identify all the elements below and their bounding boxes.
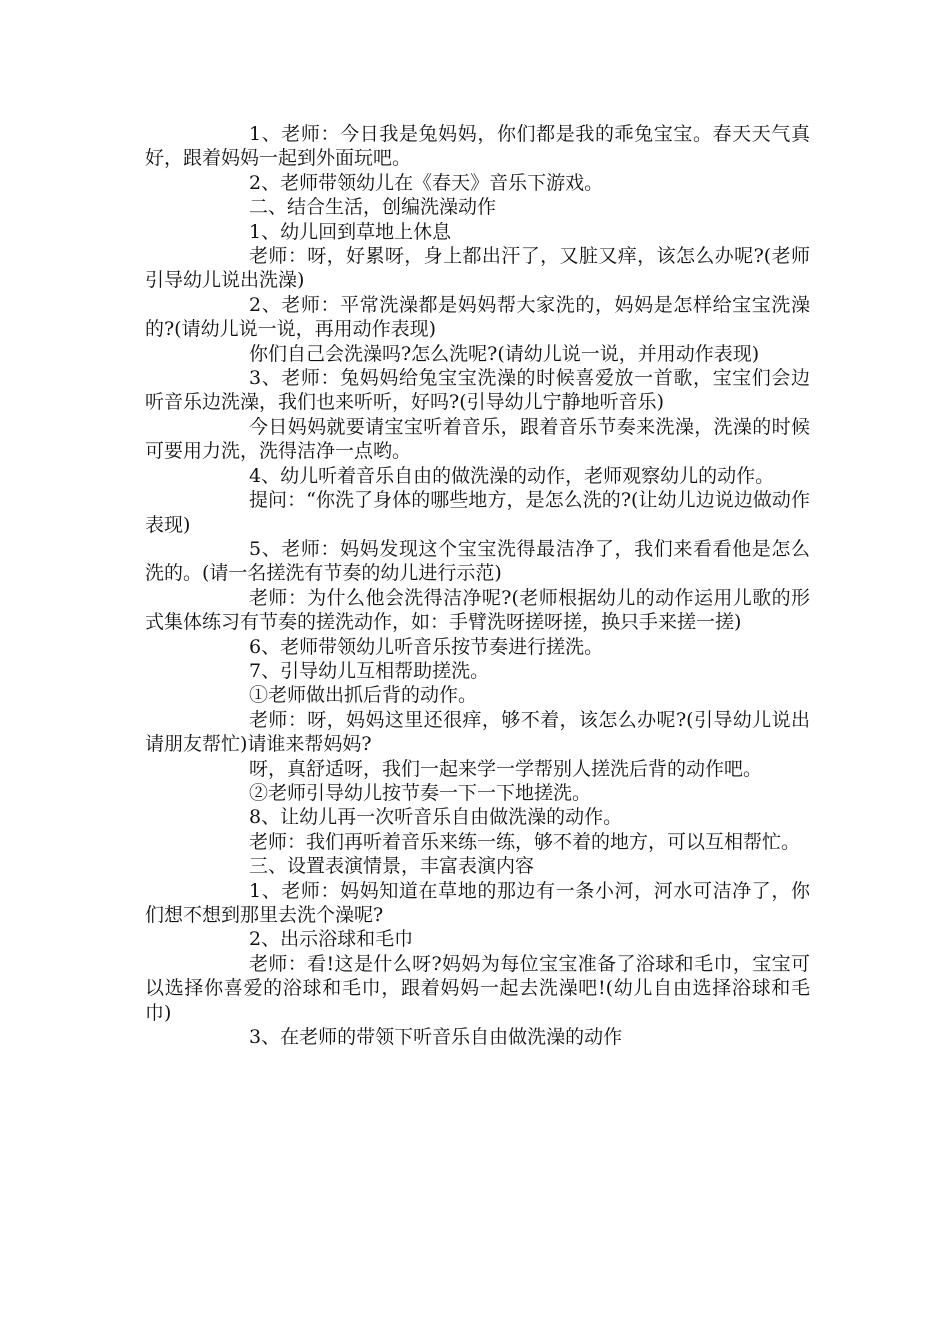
paragraph: 2、老师带领幼儿在《春天》音乐下游戏。 [249,171,604,194]
paragraph: 老师：呀，好累呀，身上都出汗了，又脏又痒，该怎么办呢?(老师引导幼儿说出洗澡) [145,245,810,292]
paragraph: 4、幼儿听着音乐自由的做洗澡的动作，老师观察幼儿的动作。 [249,464,775,487]
paragraph: 2、老师：平常洗澡都是妈妈帮大家洗的，妈妈是怎样给宝宝洗澡的?(请幼儿说一说，再用动作表现) [145,293,810,341]
paragraph: 呀，真舒适呀，我们一起来学一学帮别人搓洗后背的动作吧。 [249,757,763,780]
paragraph: 老师：看!这是什么呀?妈妈为每位宝宝准备了浴球和毛巾，宝宝可以选择你喜爱的浴球和毛巾，跟着妈妈一起去洗澡吧!(幼儿自由选择浴球和毛巾) [145,952,810,1024]
paragraph: 老师：为什么他会洗得洁净呢?(老师根据幼儿的动作运用儿歌的形式集体练习有节奏的搓洗动作，如：手臂洗呀搓呀搓，换只手来搓一搓) [145,586,810,634]
paragraph: 今日妈妈就要请宝宝听着音乐，跟着音乐节奏来洗澡，洗澡的时候可要用力洗，洗得洁净一点哟。 [145,415,810,463]
paragraph: 提问：“你洗了身体的哪些地方，是怎么洗的?(让幼儿边说边做动作表现) [145,489,810,536]
paragraph: 你们自己会洗澡吗?怎么洗呢?(请幼儿说一说，并用动作表现) [249,342,760,365]
paragraph: 1、老师：妈妈知道在草地的那边有一条小河，河水可洁净了，你们想不想到那里去洗个澡呢? [145,879,810,926]
paragraph: 1、老师：今日我是兔妈妈，你们都是我的乖兔宝宝。春天天气真好，跟着妈妈一起到外面玩吧。 [145,123,810,170]
section-heading: 三、设置表演情景，丰富表演内容 [249,855,535,878]
paragraph: 6、老师带领幼儿听音乐按节奏进行搓洗。 [249,635,604,658]
section-heading: 二、结合生活，创编洗澡动作 [249,196,497,219]
paragraph: 1、幼儿回到草地上休息 [249,220,452,243]
paragraph: 老师：我们再听着音乐来练一练，够不着的地方，可以互相帮忙。 [249,830,801,853]
paragraph: 2、出示浴球和毛巾 [249,928,414,951]
paragraph: ②老师引导幼儿按节奏一下一下地搓洗。 [249,781,592,804]
paragraph: 5、老师：妈妈发现这个宝宝洗得最洁净了，我们来看看他是怎么洗的。(请一名搓洗有节奏的幼儿进行示范) [145,537,810,585]
paragraph: 老师：呀，妈妈这里还很痒，够不着，该怎么办呢?(引导幼儿说出请朋友帮忙)请谁来帮妈妈? [145,708,810,756]
paragraph: 3、在老师的带领下听音乐自由做洗澡的动作 [249,1026,623,1049]
document-body [145,122,810,1049]
paragraph: 3、老师：兔妈妈给兔宝宝洗澡的时候喜爱放一首歌，宝宝们会边听音乐边洗澡，我们也来听听，好吗?(引导幼儿宁静地听音乐) [145,367,810,414]
paragraph: 7、引导幼儿互相帮助搓洗。 [249,659,490,682]
paragraph: 8、让幼儿再一次听音乐自由做洗澡的动作。 [249,806,623,829]
paragraph: ①老师做出抓后背的动作。 [249,684,478,707]
